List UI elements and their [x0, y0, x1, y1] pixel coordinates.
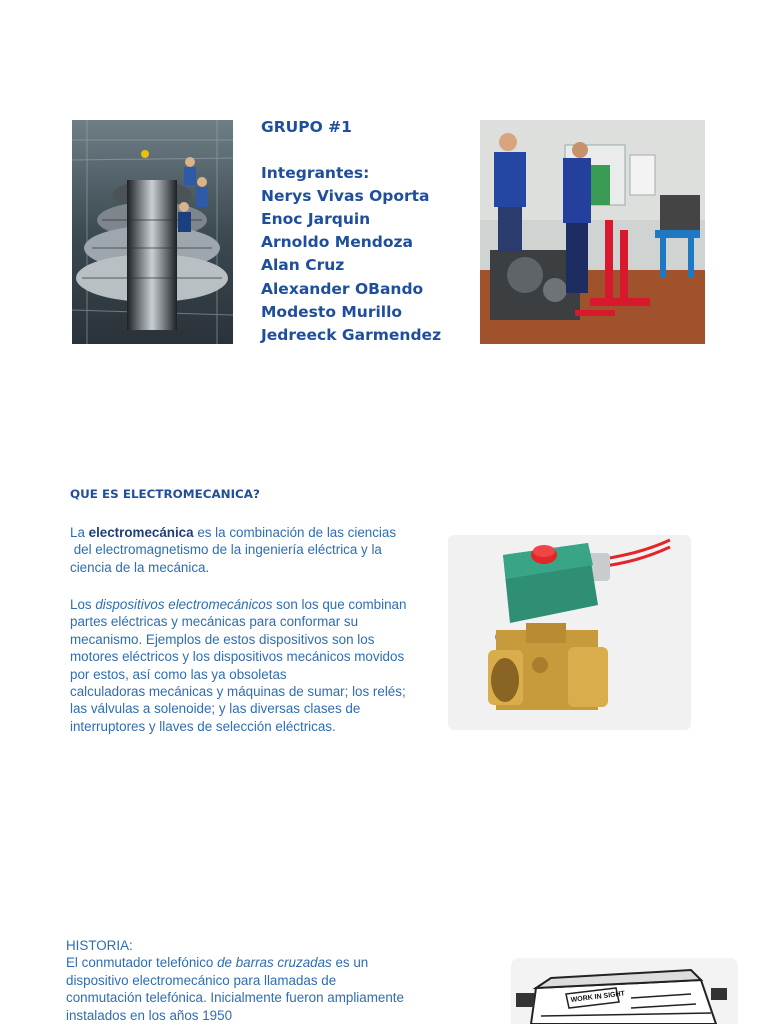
text-line: las válvulas a solenoide; y las diversas clases de — [70, 701, 361, 717]
history-paragraph — [66, 937, 466, 1024]
member-name: Enoc Jarquin — [261, 210, 371, 229]
label-plate: WORK IN SIGHT — [570, 990, 626, 1004]
text-run: La — [70, 525, 89, 540]
text-run: Los — [70, 597, 96, 612]
member-name: Alexander OBando — [261, 279, 424, 298]
history-heading: HISTORIA: — [66, 938, 133, 953]
keyword-bold: electromecánica — [88, 525, 194, 540]
text-line: instalados en los años 1950 — [66, 1007, 233, 1023]
members-label: Integrantes: — [261, 164, 370, 183]
text-line: partes eléctricas y mecánicas para conformar su — [70, 614, 359, 630]
member-name: Jedreeck Garmendez — [261, 325, 442, 344]
workshop-photo — [480, 120, 705, 344]
text-line: por estos, así como las ya obsoletas — [70, 666, 287, 682]
keyword-italic: dispositivos electromecánicos — [95, 597, 273, 612]
text-line: interruptores y llaves de selección eléctricas. — [70, 718, 336, 734]
text-line: motores eléctricos y los dispositivos mecánicos movidos — [70, 649, 405, 665]
member-name: Arnoldo Mendoza — [261, 233, 413, 252]
text-run: El conmutador telefónico — [66, 955, 218, 971]
text-run: es un — [331, 955, 369, 971]
text-line: ciencia de la mecánica. — [70, 559, 210, 575]
section-heading: QUE ES ELECTROMECANICA? — [70, 487, 260, 501]
crossbar-switch-illustration — [511, 958, 738, 1024]
text-run: es la combinación de las ciencias — [193, 525, 397, 540]
turbine-photo — [72, 120, 233, 344]
group-info — [261, 116, 461, 347]
member-name: Nerys Vivas Oporta — [261, 187, 430, 206]
text-run: son los que combinan — [272, 597, 407, 612]
text-line: mecanismo. Ejemplos de estos dispositivos son los — [70, 631, 375, 647]
text-line: calculadoras mecánicas y máquinas de sumar; los relés; — [70, 684, 406, 700]
devices-paragraph — [70, 596, 440, 735]
member-name: Alan Cruz — [261, 256, 345, 275]
definition-paragraph — [70, 524, 440, 576]
text-line: dispositivo electromecánico para llamadas de — [66, 972, 337, 988]
keyword-italic: de barras cruzadas — [217, 955, 332, 971]
text-line: del electromagnetismo de la ingeniería eléctrica y la — [70, 542, 382, 558]
group-title: GRUPO #1 — [261, 118, 352, 136]
text-line: conmutación telefónica. Inicialmente fueron ampliamente — [66, 990, 404, 1006]
member-name: Modesto Murillo — [261, 302, 403, 321]
solenoid-valve-photo — [448, 535, 691, 730]
